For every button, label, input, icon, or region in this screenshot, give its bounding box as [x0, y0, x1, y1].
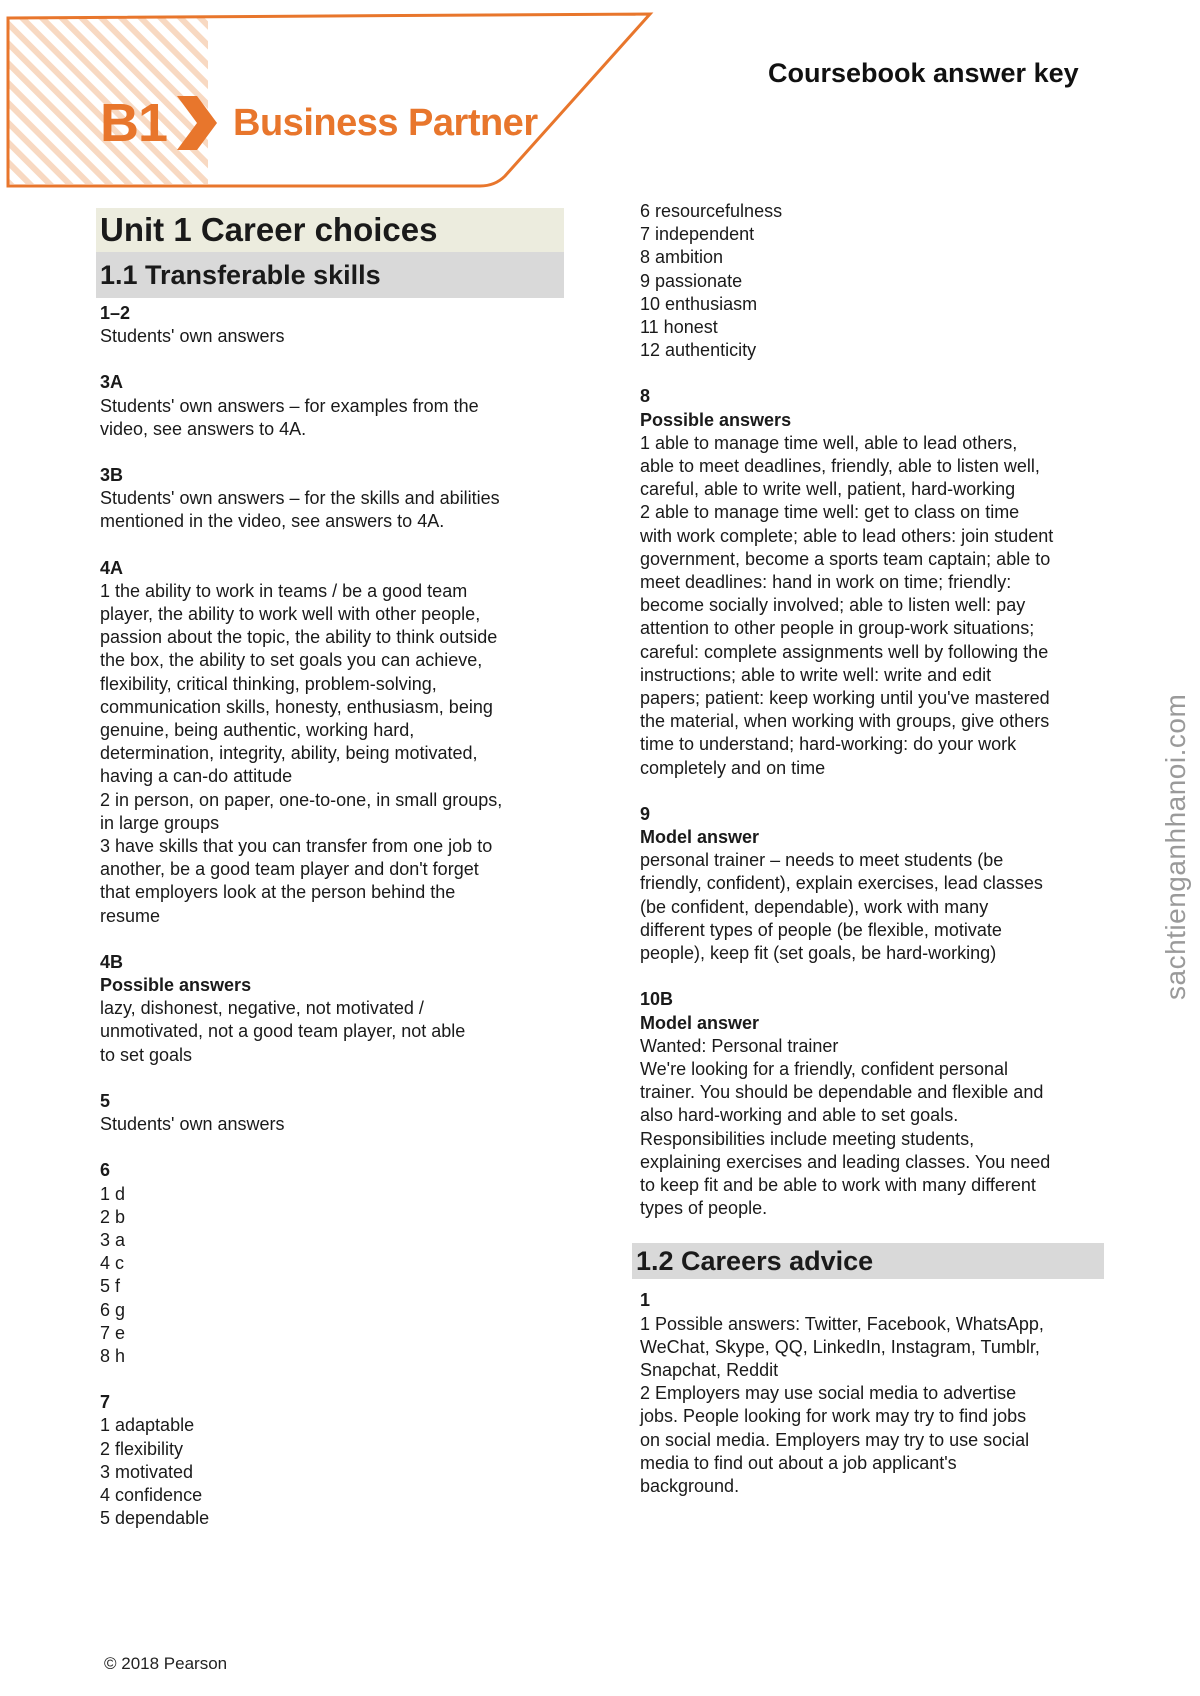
- left-column: [96, 208, 571, 1553]
- exercise-block: [640, 803, 1106, 965]
- answer-line: 6 resourcefulness: [640, 201, 783, 221]
- answer-line: background.: [640, 1475, 740, 1496]
- brand-logo: [100, 92, 538, 154]
- answer-line: government, become a sports team captain; able to: [640, 548, 1051, 569]
- answer-line: on social media. Employers may try to use social: [640, 1429, 1030, 1450]
- answer-line: 11 honest: [640, 317, 718, 338]
- answer-line: 12 authenticity: [640, 340, 757, 361]
- answer-line: media to find out about a job applicant's: [640, 1452, 957, 1473]
- answer-line: flexibility, critical thinking, problem-solving,: [100, 673, 437, 694]
- answer-line: jobs. People looking for work may try to find jobs: [640, 1406, 1027, 1427]
- answer-line: 4 c: [100, 1253, 125, 1274]
- answer-line: that employers look at the person behind the: [100, 882, 456, 903]
- answer-line: time to understand; hard-working: do your work: [640, 734, 1017, 755]
- answer-line: able to meet deadlines, friendly, able to listen well,: [640, 456, 1040, 477]
- exercise-block: [100, 464, 571, 534]
- answer-line: 8 h: [100, 1345, 126, 1366]
- answer-line: video, see answers to 4A.: [100, 418, 307, 439]
- answer-line: become socially involved; able to listen well: pay: [640, 595, 1026, 616]
- answer-line: 10 enthusiasm: [640, 293, 758, 314]
- answer-line: 2 b: [100, 1206, 126, 1227]
- answer-line: mentioned in the video, see answers to 4A.: [100, 511, 445, 532]
- answer-line: Students' own answers: [100, 1114, 285, 1135]
- answer-line: completely and on time: [640, 757, 826, 778]
- answer-line: Students' own answers: [100, 326, 285, 347]
- answer-line: unmotivated, not a good team player, not able: [100, 1021, 466, 1042]
- answer-line: explaining exercises and leading classes. You need: [640, 1151, 1051, 1172]
- logo-name: Business Partner: [233, 101, 538, 144]
- answer-line: 3 have skills that you can transfer from one job to: [100, 836, 493, 857]
- exercise-number: 3B: [100, 465, 124, 486]
- answer-line: Students' own answers – for the skills and abilities: [100, 488, 500, 509]
- answer-line: Responsibilities include meeting students,: [640, 1128, 975, 1149]
- answer-line: 1 able to manage time well, able to lead others,: [640, 432, 1018, 453]
- answer-line: friendly, confident), explain exercises, lead classes: [640, 873, 1043, 894]
- lesson-title: 1.1 Transferable skills: [96, 252, 564, 298]
- answer-line: meet deadlines: hand in work on time; friendly:: [640, 572, 1012, 593]
- answer-line: Wanted: Personal trainer: [640, 1035, 839, 1056]
- answer-line: to keep fit and be able to work with many different: [640, 1174, 1036, 1195]
- logo-level: B1: [100, 93, 168, 153]
- answer-line: with work complete; able to lead others: join student: [640, 525, 1054, 546]
- left-exercise-list: [96, 302, 571, 1530]
- answer-line: 2 Employers may use social media to advertise: [640, 1383, 1017, 1404]
- answer-line: in large groups: [100, 812, 220, 833]
- answer-line: Snapchat, Reddit: [640, 1359, 779, 1380]
- exercise-number: 8: [640, 386, 651, 407]
- answer-line: different types of people (be flexible, motivate: [640, 919, 1002, 940]
- answer-line: papers; patient: keep working until you've mastered: [640, 688, 1050, 709]
- answer-line: 1 Possible answers: Twitter, Facebook, WhatsApp,: [640, 1313, 1044, 1334]
- answer-line: passion about the topic, the ability to think outside: [100, 627, 498, 648]
- exercise-number: 10B: [640, 989, 674, 1010]
- answer-line: 6 g: [100, 1299, 126, 1320]
- right-column: [636, 200, 1106, 1521]
- answer-line: instructions; able to write well: write and edit: [640, 664, 992, 685]
- exercise-block: [100, 951, 571, 1067]
- answer-line: (be confident, dependable), work with many: [640, 896, 989, 917]
- answer-line: personal trainer – needs to meet students (be: [640, 850, 1004, 871]
- answer-line: 1 the ability to work in teams / be a good team: [100, 580, 468, 601]
- exercise-number: 4B: [100, 951, 124, 972]
- exercise-block: [640, 988, 1106, 1220]
- answer-line: 1 adaptable: [100, 1415, 195, 1436]
- answer-line: people), keep fit (set goals, be hard-working): [640, 943, 997, 964]
- exercise-number: 3A: [100, 372, 124, 393]
- answer-line: to set goals: [100, 1044, 193, 1065]
- answer-line: 8 ambition: [640, 247, 724, 268]
- exercise-block: [100, 1159, 571, 1368]
- exercise-block: [100, 371, 571, 441]
- answer-line: 5 f: [100, 1276, 121, 1297]
- answer-line: careful, able to write well, patient, hard-working: [640, 479, 1016, 500]
- copyright-footer: © 2018 Pearson: [104, 1654, 228, 1673]
- answer-line: determination, integrity, ability, being motivated,: [100, 743, 478, 764]
- exercise-number: 5: [100, 1090, 111, 1111]
- answer-line: player, the ability to work well with other people,: [100, 604, 481, 625]
- answer-line: the box, the ability to set goals you can achieve,: [100, 650, 483, 671]
- exercise-block: [100, 1090, 571, 1136]
- answer-line: lazy, dishonest, negative, not motivated /: [100, 998, 424, 1019]
- answer-type-label: Possible answers: [640, 409, 792, 430]
- brand-banner: [0, 0, 660, 200]
- answer-line: attention to other people in group-work situations;: [640, 618, 1035, 639]
- answer-line: also hard-working and able to set goals.: [640, 1105, 959, 1126]
- document-title: Coursebook answer key: [768, 58, 1079, 88]
- answer-line: genuine, being authentic, working hard,: [100, 720, 415, 741]
- answer-line: types of people.: [640, 1198, 768, 1219]
- exercise-number: 9: [640, 803, 651, 824]
- answer-line: careful: complete assignments well by following the: [640, 641, 1049, 662]
- exercise-block: [100, 1391, 571, 1530]
- chevron-right-icon: [173, 94, 219, 152]
- exercise-number: 1–2: [100, 303, 131, 323]
- answer-line: 1 d: [100, 1183, 126, 1204]
- answer-line: 3 motivated: [100, 1461, 194, 1482]
- exercise-block: [100, 302, 571, 348]
- lesson-2-exercise-list: [636, 1289, 1106, 1498]
- answer-line: 2 in person, on paper, one-to-one, in small groups,: [100, 789, 503, 810]
- exercise-block: [100, 557, 571, 928]
- answer-line: Students' own answers – for examples from the: [100, 395, 479, 416]
- answer-line: the material, when working with groups, give others: [640, 711, 1050, 732]
- answer-line: 7 independent: [640, 224, 755, 245]
- answer-line: 2 flexibility: [100, 1438, 184, 1459]
- unit-title: Unit 1 Career choices: [96, 208, 564, 252]
- watermark: sachtienganhhanoi.com: [1160, 693, 1191, 1000]
- answer-line: 4 confidence: [100, 1484, 203, 1505]
- exercise-number: 6: [100, 1160, 111, 1181]
- answer-line: 7 e: [100, 1322, 126, 1343]
- answer-type-label: Model answer: [640, 1012, 760, 1033]
- answer-line: trainer. You should be dependable and flexible and: [640, 1082, 1044, 1103]
- page-header: [0, 0, 1200, 200]
- answer-line: having a can-do attitude: [100, 766, 293, 787]
- answer-line: 3 a: [100, 1229, 126, 1250]
- exercise-block: [640, 1289, 1106, 1498]
- answer-type-label: Possible answers: [100, 975, 252, 996]
- answer-line: WeChat, Skype, QQ, LinkedIn, Instagram, Tumblr,: [640, 1336, 1040, 1357]
- exercise-number: 7: [100, 1392, 111, 1413]
- answer-line: We're looking for a friendly, confident personal: [640, 1058, 1008, 1079]
- exercise-number: 4A: [100, 557, 124, 578]
- exercise-7-continued: [640, 200, 1106, 362]
- answer-line: another, be a good team player and don't forget: [100, 859, 479, 880]
- right-exercise-list: [636, 200, 1106, 1220]
- lesson-title-2: 1.2 Careers advice: [632, 1243, 1104, 1279]
- exercise-block: [640, 385, 1106, 779]
- answer-type-label: Model answer: [640, 827, 760, 848]
- answer-line: resume: [100, 905, 161, 926]
- answer-line: 2 able to manage time well: get to class on time: [640, 502, 1020, 523]
- answer-line: communication skills, honesty, enthusiasm, being: [100, 696, 493, 717]
- answer-line: 9 passionate: [640, 270, 743, 291]
- exercise-number: 1: [640, 1290, 651, 1311]
- right-exercises: [640, 385, 1106, 1220]
- answer-line: 5 dependable: [100, 1508, 210, 1529]
